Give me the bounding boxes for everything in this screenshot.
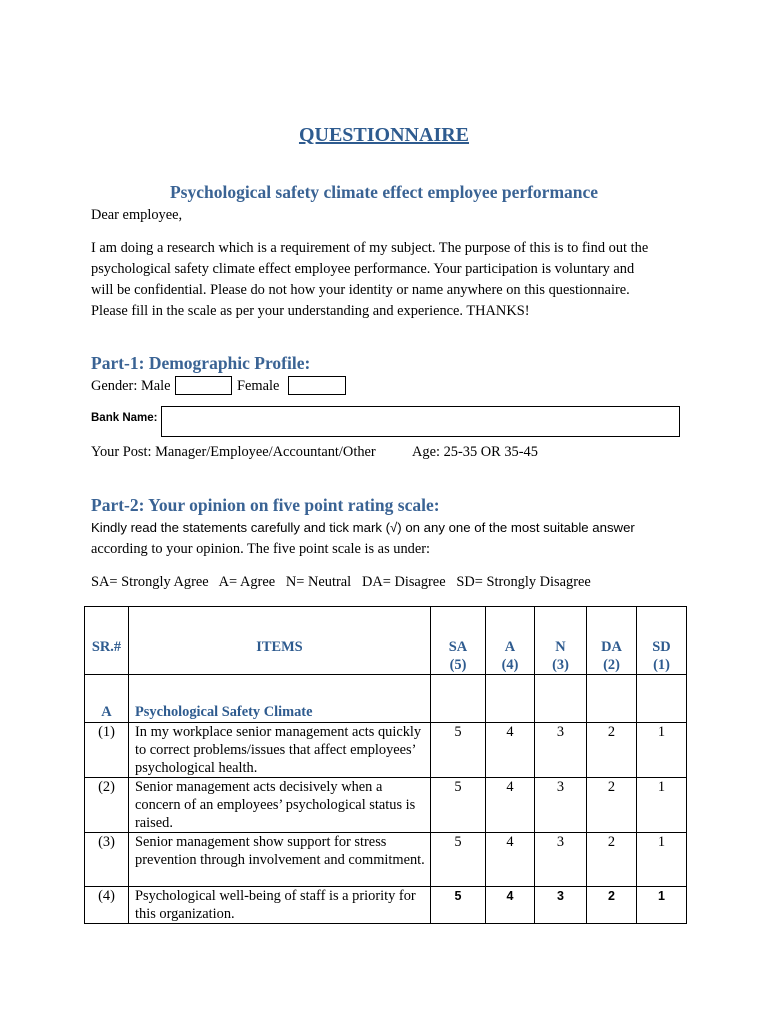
bank-name-field[interactable] [161,406,680,437]
post-options: Your Post: Manager/Employee/Accountant/Other [91,444,376,460]
rating-n[interactable]: 3 [535,723,587,778]
header-n [535,607,587,675]
intro-line: Please fill in the scale as per your understanding and experience. THANKS! [91,303,530,319]
instruction-text-2: according to your opinion. The five point scale is as under: [91,541,431,557]
empty-cell [587,675,637,723]
empty-cell [486,675,535,723]
section-code: A [85,675,129,723]
rating-n[interactable]: 3 [535,778,587,833]
rating-table [84,606,687,924]
rating-sa[interactable]: 5 [431,833,486,887]
rating-sd[interactable]: 1 [637,723,687,778]
header-sa-value: (5) [449,657,467,673]
bank-name-label: Bank Name: [91,412,158,424]
intro-line: I am doing a research which is a requirement of my subject. The purpose of this is to find out the [91,240,649,256]
row-sr: (2) [85,778,129,833]
greeting: Dear employee, [91,207,183,223]
subtitle: Psychological safety climate effect employee performance [169,182,599,202]
rating-da[interactable]: 2 [587,833,637,887]
rating-n[interactable]: 3 [535,833,587,887]
header-sd-label: SD [652,639,671,655]
table-row [85,723,687,778]
rating-da[interactable]: 2 [587,723,637,778]
part1-heading: Part-1: Demographic Profile: [91,353,311,373]
header-a-label: A [504,639,516,655]
row-item: Senior management acts decisively when a concern of an employees’ psychological status is raised. [129,778,431,833]
table-row [85,833,687,887]
row-item: Psychological well-being of staff is a priority for this organization. [129,887,431,924]
gender-label: Gender: Male [91,378,171,394]
header-da [587,607,637,675]
male-checkbox[interactable] [175,376,232,395]
empty-cell [535,675,587,723]
header-sa-label: SA [448,639,468,655]
intro-paragraph [91,238,691,322]
rating-sa[interactable]: 5 [431,778,486,833]
header-row [85,607,687,675]
scale-legend: SA= Strongly Agree A= Agree N= Neutral DA= Disagree SD= Strongly Disagree [91,574,591,590]
rating-a[interactable]: 4 [486,833,535,887]
section-row [85,675,687,723]
row-sr: (4) [85,887,129,924]
intro-line: will be confidential. Please do not how your identity or name anywhere on this questionnaire. [91,282,630,298]
section-title: Psychological Safety Climate [129,675,431,723]
instruction-line [91,517,691,539]
header-da-label: DA [601,639,622,655]
header-sa [431,607,486,675]
empty-cell [637,675,687,723]
row-item: Senior management show support for stress prevention through involvement and commitment. [129,833,431,887]
page-title: QUESTIONNAIRE [298,124,470,146]
rating-sd[interactable]: 1 [637,833,687,887]
header-sr: SR.# [85,607,129,675]
header-a [486,607,535,675]
intro-line: psychological safety climate effect employee performance. Your participation is voluntary and [91,261,635,277]
table-row [85,778,687,833]
row-sr: (1) [85,723,129,778]
header-a-value: (4) [501,657,519,673]
header-da-value: (2) [603,657,620,673]
header-n-value: (3) [552,657,569,673]
age-options: Age: 25-35 OR 35-45 [412,444,538,460]
table-row [85,887,687,924]
rating-a[interactable]: 4 [486,723,535,778]
female-checkbox[interactable] [288,376,346,395]
rating-sa[interactable]: 5 [431,887,486,924]
instruction-text-1: Kindly read the statements carefully and tick mark (√) on any one of the most suitable answer [91,520,635,535]
rating-sd[interactable]: 1 [637,778,687,833]
rating-a[interactable]: 4 [486,778,535,833]
header-sd [637,607,687,675]
header-sd-value: (1) [653,657,670,673]
header-items: ITEMS [129,607,431,675]
rating-n[interactable]: 3 [535,887,587,924]
rating-da[interactable]: 2 [587,778,637,833]
row-sr: (3) [85,833,129,887]
rating-da[interactable]: 2 [587,887,637,924]
rating-a[interactable]: 4 [486,887,535,924]
rating-sd[interactable]: 1 [637,887,687,924]
header-n-label: N [555,639,566,655]
female-label: Female [237,378,280,394]
row-item: In my workplace senior management acts quickly to correct problems/issues that affect employees’ psychological health. [129,723,431,778]
empty-cell [431,675,486,723]
part2-heading: Part-2: Your opinion on five point rating scale: [91,495,440,515]
rating-sa[interactable]: 5 [431,723,486,778]
